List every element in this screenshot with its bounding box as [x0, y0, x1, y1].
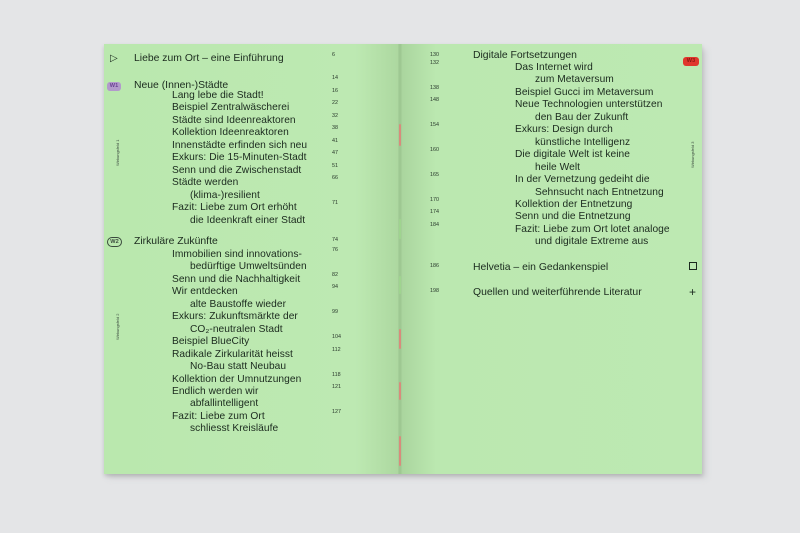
- spine: [398, 44, 402, 474]
- entry-page-number: 51: [332, 162, 338, 169]
- toc-entry-line: Beispiel Zentralwäscherei: [172, 102, 290, 114]
- entry-page-number: 118: [332, 371, 341, 378]
- chapter3-title: Digitale Fortsetzungen: [473, 50, 577, 61]
- toc-entry-line: Fazit: Liebe zum Ort lotet analoge: [515, 223, 670, 235]
- toc-entry-line: Senn und die Zwischenstadt: [172, 164, 302, 176]
- entry-page-number: 104: [332, 334, 341, 341]
- toc-entry-line: Senn und die Nachhaltigkeit: [172, 273, 301, 285]
- entry-page-number: 38: [332, 125, 338, 132]
- play-triangle-icon: ▷: [110, 53, 118, 64]
- intro-title: Liebe zum Ort – eine Einführung: [134, 53, 284, 64]
- helvetia-title: Helvetia – ein Gedankenspiel: [473, 262, 609, 273]
- toc-entry-line: Das Internet wird: [515, 62, 593, 73]
- toc-entry-line: Städte sind Ideenreaktoren: [172, 114, 296, 126]
- entry-page-number: 76: [332, 247, 338, 253]
- entry-page-number: 47: [332, 150, 338, 157]
- toc-entry-line: Fazit: Liebe zum Ort: [172, 410, 265, 422]
- entry-page-number: 32: [332, 112, 338, 119]
- entry-page-number: 170: [430, 196, 439, 203]
- entry-page-number: 82: [332, 271, 338, 278]
- entry-page-number: 148: [430, 97, 439, 104]
- entry-page-number: 99: [332, 309, 338, 316]
- toc-entry-line: alte Baustoffe wieder: [190, 298, 287, 310]
- toc-entry-line: zum Metaversum: [535, 74, 614, 86]
- toc-entry-line: Kollektion der Entnetzung: [515, 198, 633, 210]
- toc-entry-line: künstliche Intelligenz: [535, 136, 631, 148]
- entry-page-number: 121: [332, 383, 341, 390]
- toc-entry-line: Senn und die Entnetzung: [515, 211, 631, 223]
- thread-stitch: [399, 436, 401, 466]
- toc-entry-line: schliesst Kreisläufe: [190, 423, 279, 435]
- toc-entry-line: Sehnsucht nach Entnetzung: [535, 186, 664, 198]
- entry-page-number: 66: [332, 175, 338, 182]
- toc-entry-line: Exkurs: Die 15-Minuten-Stadt: [172, 152, 307, 164]
- toc-entry-line: Beispiel Gucci im Metaversum: [515, 86, 654, 98]
- toc-entry-line: Innenstädte erfinden sich neu: [172, 139, 308, 151]
- w2-marker: W2: [107, 237, 122, 247]
- sources-title: Quellen und weiterführende Literatur: [473, 287, 642, 298]
- toc-entry-line: Kollektion der Umnutzungen: [172, 373, 302, 385]
- chapter2-page-number: 74: [332, 237, 338, 243]
- chapter1-title: Neue (Innen-)Städte: [134, 80, 229, 91]
- toc-entry-line: Wir entdecken: [172, 286, 238, 298]
- toc-entry-line: heile Welt: [535, 161, 581, 173]
- w2-side-label: Wirkungsfeld 2: [115, 313, 120, 340]
- toc-entry-line: Exkurs: Zukunftsmärkte der: [172, 311, 298, 323]
- entry-page-number: 154: [430, 122, 439, 129]
- toc-entry-line: den Bau der Zukunft: [535, 111, 629, 123]
- entry-page-number: 16: [332, 88, 338, 94]
- sources-page-number: 198: [430, 288, 439, 294]
- entry-page-number: 22: [332, 100, 338, 107]
- toc-entry-line: und digitale Extreme aus: [535, 236, 649, 248]
- square-icon: [689, 262, 697, 270]
- thread-stitch: [399, 219, 401, 239]
- toc-entry-line: abfallintelligent: [190, 398, 259, 410]
- entry-page-number: 184: [430, 221, 439, 228]
- entry-page-number: 138: [430, 84, 439, 91]
- toc-entry-line: No-Bau statt Neubau: [190, 361, 287, 373]
- entry-page-number: 71: [332, 200, 338, 207]
- w3-marker: W3: [683, 57, 699, 66]
- toc-entry-line: Endlich werden wir: [172, 385, 259, 397]
- entry-page-number: 165: [430, 172, 439, 179]
- toc-entry-line: Exkurs: Design durch: [515, 124, 613, 136]
- thread-stitch: [399, 329, 401, 349]
- thread-stitch: [399, 382, 401, 400]
- toc-entry-line: Beispiel BlueCity: [172, 336, 250, 348]
- toc-entry-line: die Ideenkraft einer Stadt: [190, 214, 306, 226]
- thread-stitch: [399, 124, 401, 146]
- intro-page-number: 6: [332, 52, 335, 58]
- entry-page-number: 112: [332, 346, 341, 353]
- entry-page-number: 94: [332, 284, 338, 291]
- toc-entry-line: bedürftige Umweltsünden: [190, 261, 307, 273]
- toc-entry-line: Radikale Zirkularität heisst: [172, 348, 293, 360]
- plus-icon: +: [689, 285, 697, 299]
- toc-entry-line: CO₂-neutralen Stadt: [190, 323, 283, 335]
- helvetia-page-number: 186: [430, 263, 439, 269]
- toc-entry-line: Kollektion Ideenreaktoren: [172, 127, 289, 139]
- toc-entry-line: In der Vernetzung gedeiht die: [515, 174, 650, 186]
- w1-side-label: Wirkungsfeld 1: [115, 139, 120, 166]
- toc-entry-line: Die digitale Welt ist keine: [515, 149, 630, 161]
- toc-entry-line: (klima-)resilient: [190, 189, 260, 201]
- entry-page-number: 174: [430, 209, 439, 216]
- entry-page-number: 160: [430, 147, 439, 154]
- chapter1-page-number: 14: [332, 75, 338, 81]
- w3-side-label: Wirkungsfeld 3: [690, 141, 695, 168]
- thread-stitch: [399, 276, 401, 294]
- toc-entry-line: Städte werden: [172, 177, 239, 189]
- entry-page-number: 132: [430, 60, 439, 66]
- entry-page-number: 41: [332, 137, 338, 144]
- chapter3-page-number: 130: [430, 52, 439, 58]
- w1-marker: W1: [107, 82, 121, 91]
- entry-page-number: 127: [332, 408, 341, 415]
- chapter2-title: Zirkuläre Zukünfte: [134, 236, 218, 247]
- toc-entry-line: Fazit: Liebe zum Ort erhöht: [172, 202, 297, 214]
- toc-entry-line: Neue Technologien unterstützen: [515, 99, 663, 111]
- toc-entry-line: Immobilien sind innovations-: [172, 249, 302, 260]
- toc-entry-line: Lang lebe die Stadt!: [172, 90, 264, 101]
